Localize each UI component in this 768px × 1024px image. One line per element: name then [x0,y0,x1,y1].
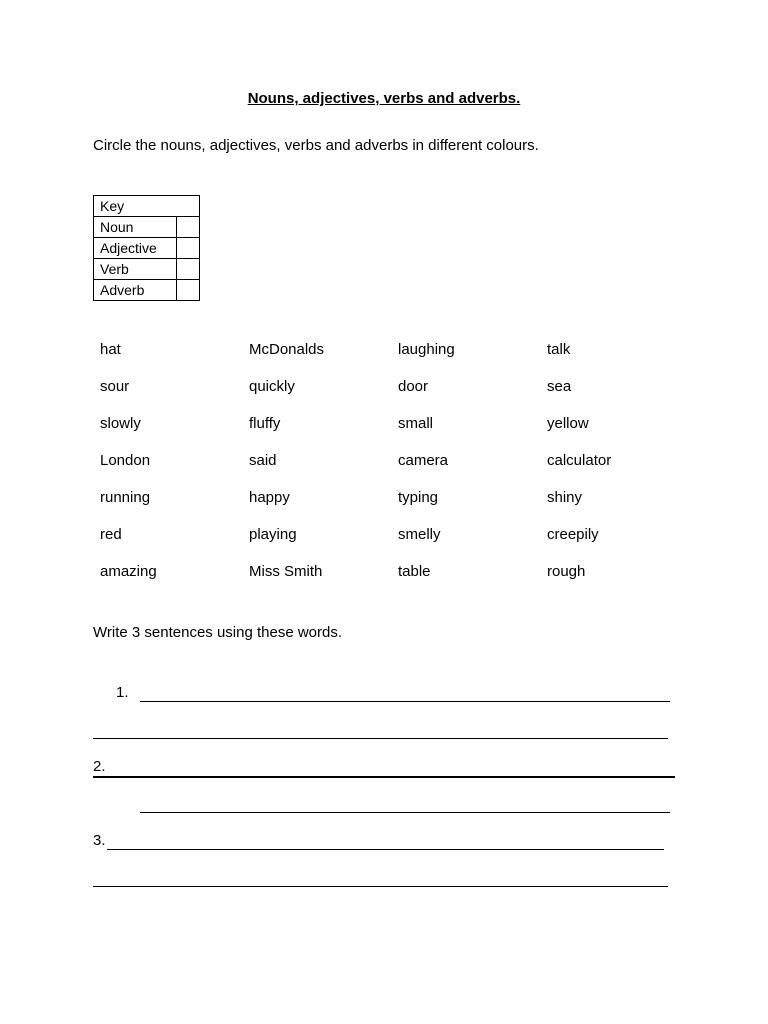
word: running [100,489,151,506]
key-colour-box-adjective [177,238,200,259]
sentence-3-line[interactable] [107,831,664,850]
word: camera [398,452,449,469]
word: quickly [249,378,295,395]
word: talk [547,341,571,358]
sentence-1-label: 1. [116,684,129,701]
key-label-adverb: Adverb [94,280,177,301]
sentence-2-continuation-line[interactable] [140,794,670,813]
key-label-verb: Verb [94,259,177,280]
word: laughing [398,341,455,358]
word: fluffy [249,415,281,432]
word: shiny [547,489,583,506]
word: sea [547,378,572,395]
sentence-1-continuation-line[interactable] [93,720,668,739]
word: McDonalds [249,341,325,358]
word: calculator [547,452,612,469]
word: said [249,452,277,469]
word: slowly [100,415,141,432]
key-row-adjective [94,238,200,259]
key-label-adjective: Adjective [94,238,177,259]
word: door [398,378,429,395]
word: hat [100,341,121,358]
sentence-3-continuation-line[interactable] [93,868,668,887]
sentence-2-label: 2. [93,758,106,775]
word: sour [100,378,130,395]
word: smelly [398,526,441,543]
sentence-3-label: 3. [93,832,106,849]
key-table [93,195,200,301]
word: happy [249,489,290,506]
key-colour-box-verb [177,259,200,280]
key-label-noun: Noun [94,217,177,238]
key-colour-box-noun [177,217,200,238]
key-row-noun [94,217,200,238]
sentence-2-line[interactable] [93,758,675,778]
word-grid [100,340,687,599]
instruction-text: Circle the nouns, adjectives, verbs and adverbs in different colours. [93,137,539,154]
key-row-verb [94,259,200,280]
sentence-1-line[interactable] [140,683,670,702]
worksheet-title: Nouns, adjectives, verbs and adverbs. [247,90,521,107]
key-colour-box-adverb [177,280,200,301]
word: rough [547,563,586,580]
key-header: Key [94,196,200,217]
word: typing [398,489,439,506]
word: creepily [547,526,599,543]
word: yellow [547,415,589,432]
write-prompt: Write 3 sentences using these words. [93,624,343,641]
key-row-adverb [94,280,200,301]
word: red [100,526,122,543]
key-header-row [94,196,200,217]
word: playing [249,526,297,543]
word: amazing [100,563,157,580]
word: London [100,452,151,469]
word: small [398,415,434,432]
word: table [398,563,431,580]
word: Miss Smith [249,563,323,580]
